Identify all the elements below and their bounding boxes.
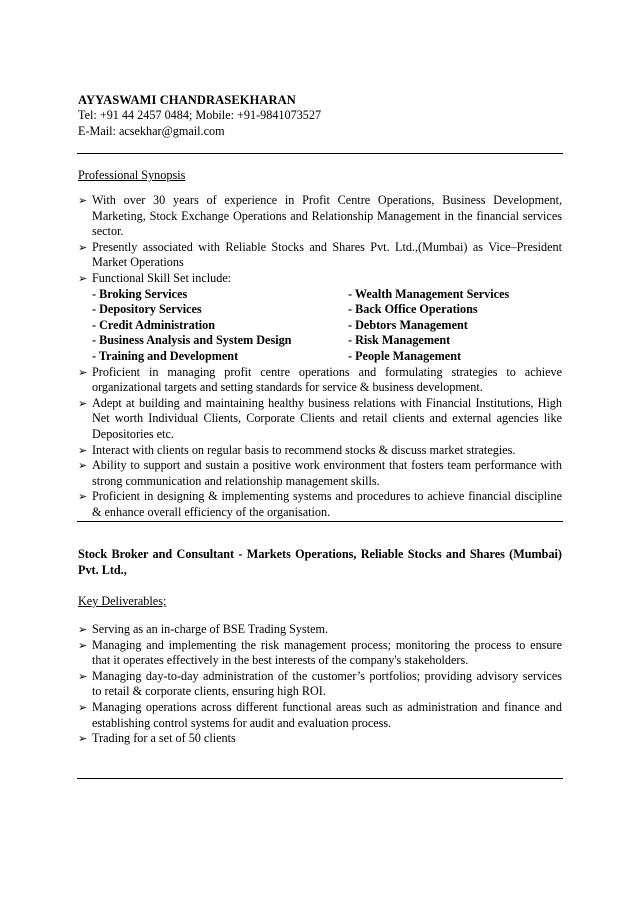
bullet-text: Functional Skill Set include: [92, 270, 232, 285]
email-line: E-Mail: acsekhar@gmail.com [78, 124, 225, 138]
synopsis-bullet [78, 271, 562, 287]
bullet-text: Serving as an in-charge of BSE Trading System. [92, 622, 329, 636]
bullet-text: Trading for a set of 50 clients [92, 731, 236, 746]
skills-list [78, 287, 562, 365]
bullet-text: Adept at building and maintaining healthy business relations with Financial Institutions, High Net worth Individual Clients, Corporate Clients and retail clients and external agencies like Depositories etc. [92, 395, 562, 441]
skill-item: - Debtors Management [348, 317, 468, 332]
skill-item: - Business Analysis and System Design [92, 333, 292, 348]
arrow-bullet-icon: ➢ [78, 271, 88, 285]
arrow-bullet-icon: ➢ [78, 700, 88, 714]
arrow-bullet-icon: ➢ [78, 669, 88, 683]
arrow-bullet-icon: ➢ [78, 490, 88, 504]
synopsis-bullet [78, 443, 562, 459]
deliverable-bullet [78, 638, 562, 669]
deliverable-bullet [78, 700, 562, 731]
skill-row [78, 287, 562, 303]
synopsis-bullet [78, 489, 562, 520]
synopsis-heading: Professional Synopsis [78, 168, 186, 182]
arrow-bullet-icon: ➢ [78, 194, 88, 207]
arrow-bullet-icon: ➢ [78, 623, 88, 636]
bullet-text: With over 30 years of experience in Profit Centre Operations, Business Development, Marketing, Stock Exchange Operations and Relationship Management in the financial services sector. [92, 193, 562, 239]
bullet-text: Interact with clients on regular basis to recommend stocks & discuss market strategies. [92, 442, 516, 457]
bullet-text: Ability to support and sustain a positive work environment that fosters team performance with strong communication and relationship management skills. [92, 458, 562, 488]
skill-item: - Back Office Operations [348, 302, 478, 317]
synopsis-bullet [78, 396, 562, 443]
deliverables-heading: Key Deliverables; [78, 594, 167, 608]
synopsis-bullet [78, 193, 562, 240]
bullet-text: Proficient in managing profit centre operations and formulating strategies to achieve organizational targets and setting standards for service & business development. [92, 364, 562, 395]
arrow-bullet-icon: ➢ [78, 459, 88, 473]
deliverable-bullet [78, 622, 562, 638]
skill-item: - Wealth Management Services [348, 286, 510, 301]
skill-row [78, 333, 562, 349]
skill-row [78, 349, 562, 365]
synopsis-section [78, 193, 562, 520]
skill-row [78, 318, 562, 334]
arrow-bullet-icon: ➢ [78, 732, 88, 746]
bullet-text: Managing operations across different functional areas such as administration and finance and establishing control systems for audit and evaluation process. [92, 699, 562, 730]
skill-item: - Depository Services [92, 302, 202, 317]
arrow-bullet-icon: ➢ [78, 240, 88, 254]
divider-bottom [77, 778, 563, 779]
synopsis-bullet [78, 240, 562, 271]
synopsis-bullet [78, 458, 562, 489]
skill-row [78, 302, 562, 318]
divider-middle [77, 521, 563, 522]
bullet-text: Managing day-to-day administration of the customer’s portfolios; providing advisory services to retail & corporate clients, ensuring high ROI. [92, 668, 562, 699]
bullet-text: Proficient in designing & implementing systems and procedures to achieve financial discipline & enhance overall efficiency of the organisation. [92, 489, 562, 519]
skill-item: - Broking Services [92, 286, 188, 301]
arrow-bullet-icon: ➢ [78, 638, 88, 652]
deliverable-bullet [78, 731, 562, 747]
skill-item: - Training and Development [92, 348, 239, 363]
arrow-bullet-icon: ➢ [78, 443, 88, 457]
skill-item: - Risk Management [348, 333, 451, 348]
skill-item: - Credit Administration [92, 317, 216, 332]
arrow-bullet-icon: ➢ [78, 365, 88, 379]
phone-line: Tel: +91 44 2457 0484; Mobile: +91-9841073527 [78, 108, 322, 122]
synopsis-bullet [78, 365, 562, 396]
bullet-text: Presently associated with Reliable Stocks and Shares Pvt. Ltd.,(Mumbai) as Vice–President Market Operations [92, 239, 562, 270]
skill-item: - People Management [348, 348, 462, 363]
bullet-text: Managing and implementing the risk management process; monitoring the process to ensure that it operates effectively in the best interests of the company's stakeholders. [92, 637, 562, 668]
deliverables-section [78, 622, 562, 747]
divider-top [77, 153, 563, 154]
deliverable-bullet [78, 669, 562, 700]
candidate-name: AYYASWAMI CHANDRASEKHARAN [78, 93, 296, 107]
arrow-bullet-icon: ➢ [78, 396, 88, 410]
job-title: Stock Broker and Consultant - Markets Operations, Reliable Stocks and Shares (Mumbai) Pvt. Ltd., [78, 547, 562, 577]
